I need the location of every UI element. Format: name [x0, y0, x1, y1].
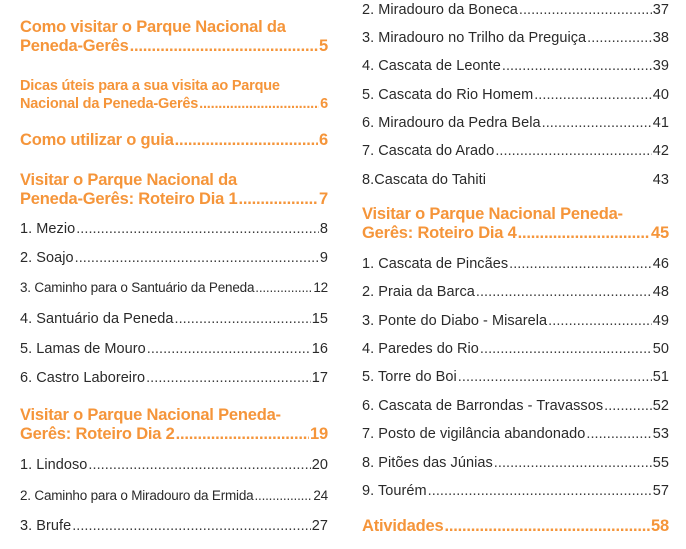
leader-dots — [458, 369, 652, 385]
leader-dots — [254, 488, 312, 503]
toc-item[interactable]: 7. Posto de vigilância abandonado ..... 53 — [362, 426, 669, 442]
toc-heading-como-visitar[interactable]: Como visitar o Parque Nacional da Peneda-Gerês ..... 5 — [20, 18, 328, 56]
toc-item[interactable]: 6. Castro Laboreiro ..... 17 — [20, 370, 328, 386]
leader-dots — [519, 2, 652, 18]
toc-heading-roteiro-dia-1[interactable]: Visitar o Parque Nacional da Peneda-Gerês: Roteiro Dia 1 ..... 7 — [20, 171, 328, 209]
toc-item[interactable]: 2. Caminho para o Miradouro da Ermida ..... 24 — [20, 488, 328, 503]
leader-dots — [476, 284, 652, 300]
toc-heading-label: Peneda-Gerês: Roteiro Dia 1 — [20, 190, 238, 208]
leader-dots — [586, 426, 651, 442]
leader-dots — [548, 313, 652, 329]
toc-item[interactable]: 4. Paredes do Rio ..... 50 — [362, 341, 669, 357]
toc-heading-atividades[interactable] — [362, 517, 669, 536]
toc-page-number: 5 — [319, 37, 328, 55]
toc-item[interactable]: 2. Praia da Barca ..... 48 — [362, 284, 669, 300]
toc-heading-label: Atividades — [362, 517, 444, 535]
leader-dots — [146, 370, 311, 386]
toc-item[interactable]: 1. Mezio ..... 8 — [20, 221, 328, 237]
leader-dots — [444, 517, 650, 536]
toc-page-number: 7 — [319, 190, 328, 208]
toc-item[interactable]: 3. Caminho para o Santuário da Peneda ..... 12 — [20, 280, 328, 295]
toc-page-number: 19 — [310, 425, 328, 443]
leader-dots — [72, 518, 311, 534]
toc-heading-dicas-uteis[interactable]: Dicas úteis para a sua visita ao Parque Nacional da Peneda-Gerês ..... 6 — [20, 77, 328, 113]
leader-dots — [502, 58, 652, 74]
leader-dots — [494, 455, 652, 471]
leader-dots — [75, 250, 319, 266]
leader-dots — [238, 190, 318, 209]
leader-dots — [76, 221, 319, 237]
toc-heading-label: Nacional da Peneda-Gerês — [20, 96, 199, 112]
leader-dots — [542, 115, 652, 131]
leader-dots — [147, 341, 311, 357]
toc-item[interactable]: 9. Tourém ..... 57 — [362, 483, 669, 499]
toc-item[interactable]: 3. Miradouro no Trilho da Preguiça ..... 38 — [362, 30, 669, 46]
toc-item[interactable]: 4. Santuário da Peneda ..... 15 — [20, 311, 328, 327]
toc-heading-label: Gerês: Roteiro Dia 2 — [20, 425, 175, 443]
toc-page-number: 58 — [651, 517, 669, 535]
leader-dots — [428, 483, 652, 499]
toc-item[interactable]: 3. Brufe ..... 27 — [20, 518, 328, 534]
toc-item[interactable]: 2. Miradouro da Boneca ..... 37 — [362, 2, 669, 18]
toc-heading-como-utilizar[interactable] — [20, 131, 328, 150]
toc-heading-roteiro-dia-2[interactable]: Visitar o Parque Nacional Peneda- Gerês: Roteiro Dia 2 ..... 19 — [20, 406, 328, 444]
leader-dots — [255, 280, 312, 295]
leader-dots — [495, 143, 651, 159]
toc-item[interactable]: 2. Soajo ..... 9 — [20, 250, 328, 266]
toc-item[interactable]: 4. Cascata de Leonte ..... 39 — [362, 58, 669, 74]
leader-dots — [175, 131, 318, 150]
leader-dots — [604, 398, 652, 414]
toc-item[interactable]: 3. Ponte do Diabo - Misarela ..... 49 — [362, 313, 669, 329]
leader-dots — [174, 311, 310, 327]
leader-dots — [518, 224, 650, 243]
leader-dots — [88, 457, 310, 473]
toc-item[interactable]: 1. Cascata de Pincães ..... 46 — [362, 256, 669, 272]
leader-dots — [176, 425, 309, 444]
toc-heading-label: Gerês: Roteiro Dia 4 — [362, 224, 517, 242]
toc-item[interactable]: 5. Torre do Boi ..... 51 — [362, 369, 669, 385]
leader-dots — [199, 95, 319, 113]
toc-heading-label: Peneda-Gerês — [20, 37, 129, 55]
leader-dots — [480, 341, 652, 357]
toc-item[interactable]: 8. Pitões das Júnias ..... 55 — [362, 455, 669, 471]
toc-page-number: 45 — [651, 224, 669, 242]
toc-item[interactable]: 5. Cascata do Rio Homem ..... 40 — [362, 87, 669, 103]
toc-item[interactable]: 6. Cascata de Barrondas - Travassos ..... 52 — [362, 398, 669, 414]
leader-dots — [534, 87, 652, 103]
toc-item[interactable]: 8.Cascata do Tahiti 43 — [362, 172, 669, 188]
leader-dots — [509, 256, 652, 272]
toc-page-number: 6 — [320, 96, 328, 112]
toc-heading-roteiro-dia-4[interactable]: Visitar o Parque Nacional Peneda- Gerês: Roteiro Dia 4 ..... 45 — [362, 205, 669, 243]
toc-item[interactable]: 6. Miradouro da Pedra Bela ..... 41 — [362, 115, 669, 131]
toc-page-number: 6 — [319, 131, 328, 149]
toc-item[interactable]: 5. Lamas de Mouro ..... 16 — [20, 341, 328, 357]
leader-dots — [130, 37, 318, 56]
toc-item[interactable]: 1. Lindoso ..... 20 — [20, 457, 328, 473]
leader-dots — [587, 30, 652, 46]
toc-item[interactable]: 7. Cascata do Arado ..... 42 — [362, 143, 669, 159]
toc-heading-label: Como utilizar o guia — [20, 131, 174, 149]
